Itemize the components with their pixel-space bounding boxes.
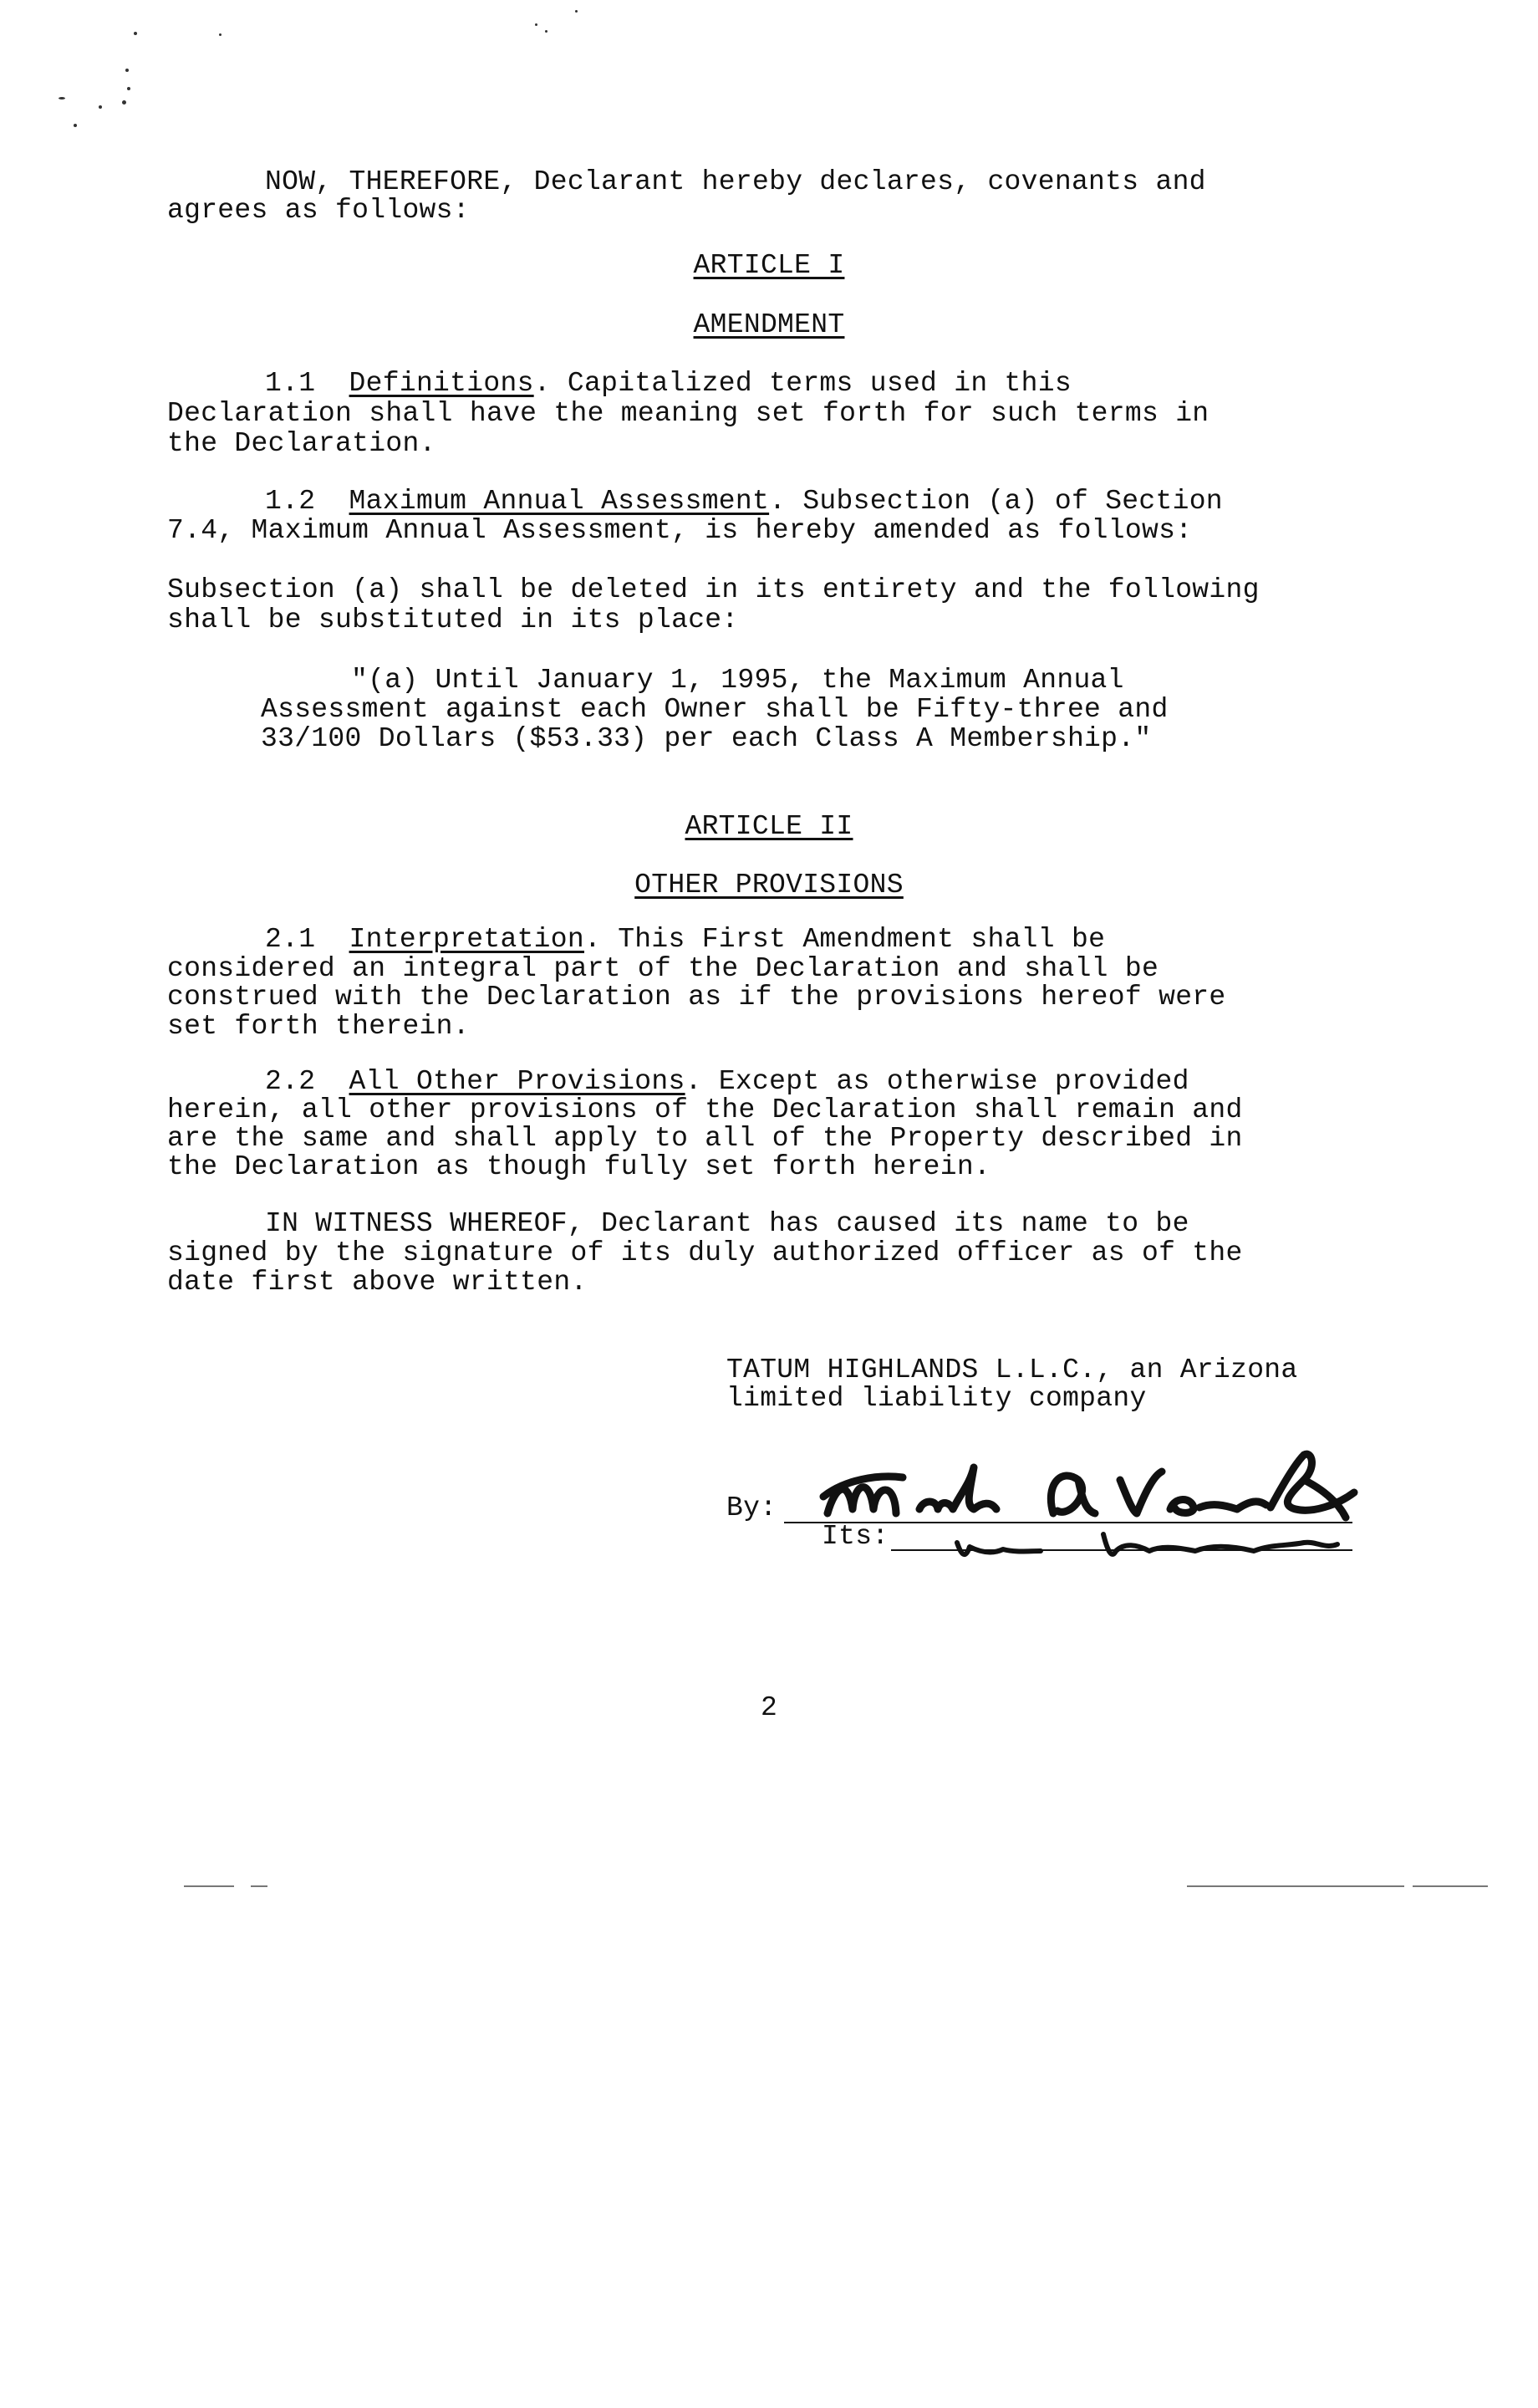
its-label: Its: [822,1521,889,1552]
section-title: Interpretation [349,924,584,955]
section-title: Maximum Annual Assessment [349,486,770,517]
section-text: . Capitalized terms used in this [533,368,1072,399]
section-2-2-text: the Declaration as though fully set forth herein. [167,1151,991,1182]
intro-line: agrees as follows: [167,195,470,226]
section-number: 1.1 [265,368,316,399]
scan-artifact [1413,1885,1488,1887]
scan-artifact [251,1885,267,1887]
section-2-1-text: considered an integral part of the Declaration and shall be [167,953,1159,984]
scan-speck [74,124,77,127]
scan-speck [545,30,547,33]
quoted-amendment: 33/100 Dollars ($53.33) per each Class A Membership." [261,723,1152,754]
section-number: 2.1 [265,924,316,955]
section-text: . Except as otherwise provided [685,1066,1189,1097]
scan-speck [125,69,129,72]
scan-speck [127,87,130,90]
section-number: 1.2 [265,486,316,517]
section-1-2-heading [265,487,1223,517]
quoted-amendment: "(a) Until January 1, 1995, the Maximum Annual [351,665,1124,696]
article-subheading: OTHER PROVISIONS [634,870,904,900]
witness-clause: signed by the signature of its duly authorized officer as of the [167,1237,1243,1268]
subsection-paragraph: shall be substituted in its place: [167,605,739,635]
entity-name: TATUM HIGHLANDS L.L.C., an Arizona [726,1354,1298,1385]
subsection-paragraph: Subsection (a) shall be deleted in its entirety and the following [167,574,1260,605]
intro-line: NOW, THEREFORE, Declarant hereby declares, covenants and [265,166,1206,197]
scan-artifact [184,1885,234,1887]
section-1-1-text: the Declaration. [167,428,436,459]
section-text: . Subsection (a) of Section [769,486,1223,517]
page-number: 2 [760,1692,778,1723]
section-2-1-heading [265,925,1105,955]
witness-clause: IN WITNESS WHEREOF, Declarant has caused its name to be [265,1208,1189,1239]
article-heading: ARTICLE I [693,250,845,281]
section-title: Definitions [349,368,534,399]
witness-clause: date first above written. [167,1267,588,1298]
section-2-2-text: are the same and shall apply to all of the Property described in [167,1123,1243,1154]
scan-speck [134,32,137,35]
section-title: All Other Provisions [349,1066,685,1097]
scan-speck [535,23,537,26]
section-1-1-text: Declaration shall have the meaning set forth for such terms in [167,398,1210,429]
section-2-1-text: construed with the Declaration as if the provisions hereof were [167,982,1226,1013]
quoted-amendment: Assessment against each Owner shall be Fifty-three and [261,694,1169,725]
scan-artifact [1187,1885,1404,1887]
section-text: . This First Amendment shall be [583,924,1106,955]
section-number: 2.2 [265,1066,316,1097]
article-subheading: AMENDMENT [693,309,845,340]
scan-speck [99,105,102,109]
scan-speck [122,100,126,105]
entity-description: limited liability company [726,1383,1147,1414]
scan-speck [219,33,222,36]
section-1-2-text: 7.4, Maximum Annual Assessment, is hereby amended as follows: [167,515,1193,546]
handwritten-signature [802,1434,1388,1568]
section-2-1-text: set forth therein. [167,1011,470,1042]
scan-speck [59,97,65,99]
article-heading: ARTICLE II [685,811,853,842]
section-2-2-heading [265,1067,1189,1097]
scan-speck [575,10,578,13]
section-2-2-text: herein, all other provisions of the Declaration shall remain and [167,1094,1243,1125]
section-1-1-heading [265,369,1072,399]
by-label: By: [726,1492,777,1523]
